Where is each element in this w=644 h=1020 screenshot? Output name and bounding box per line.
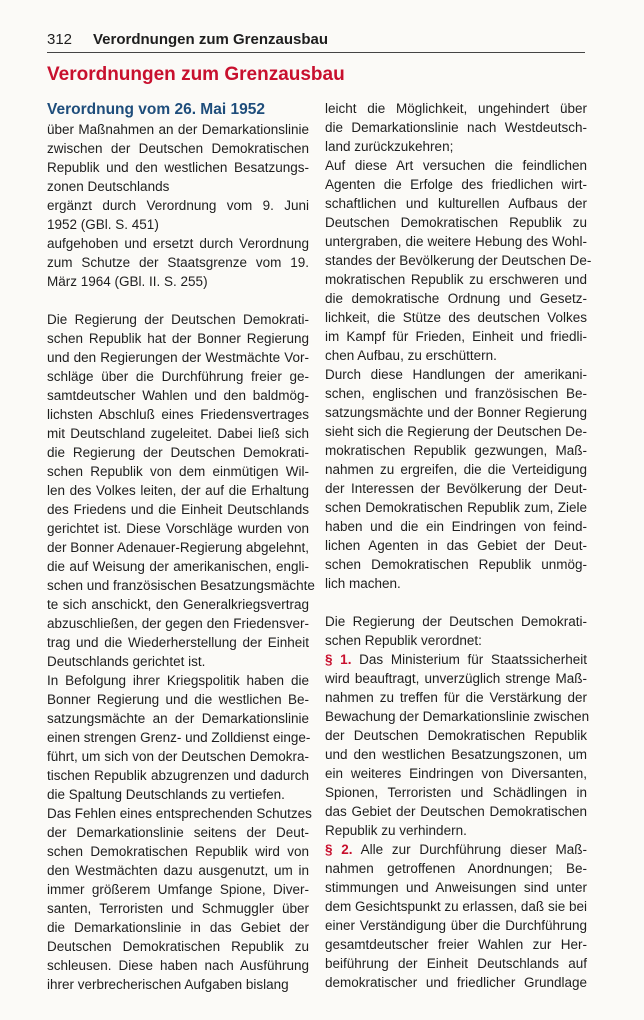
text-line: Agenten die Erfolge des friedlichen wirt- [325,177,587,192]
text-line: Das Fehlen eines entsprechenden Schutzes [47,806,312,821]
text-line: zwischen der Deutschen Demokratischen [47,141,309,156]
decree-heading: Verordnung vom 26. Mai 1952 [47,101,265,118]
paragraph-gap [325,593,587,612]
paragraph-gap [47,291,309,310]
text-line: das Gebiet der Deutschen Demokratischen [325,804,587,819]
text-line: Deutschlands gerichtet ist. [47,654,206,669]
text-line: und den Regierungen der Westmächte Vor- [47,350,309,365]
text-line: Spionen, Terroristen und Schädlingen in [325,785,587,800]
text-line: Republik zu verhindern. [325,823,467,838]
text-line: gerichtet ist. Diese Vorschläge wurden von [47,521,309,536]
text-line: einen strengen Grenz- und Zolldienst einge- [47,730,311,745]
text-line: tischen Republik abzugrenzen und dadurch [47,768,309,783]
text-line: demokratischer und friedlicher Grundlage [325,975,587,990]
text-line: lichkeit, die Stütze des deutschen Volkes [325,310,587,325]
section-2 [325,840,587,992]
text-line: abzuschließen, der gegen den Friedensver- [47,616,309,631]
text-line: schen Republik hat der Bonner Regierung [47,331,309,346]
text-line: die Demarkationslinie in das Gebiet der [47,920,309,935]
text-line: Die Regierung der Deutschen Demokrati- [47,312,309,327]
text-line: schen und französischen Besatzungsmächte [47,578,315,593]
decree-intro [47,120,309,291]
text-line: mit Deutschland zugeleitet. Dabei ließ sich [47,426,309,441]
text-line: Durch diese Handlungen der amerikani- [325,367,587,382]
text-line: der Bonner Adenauer-Regierung abgelehnt, [47,540,309,555]
text-line: den Westmächten dazu ausgenutzt, um in [47,863,309,878]
text-line: schen Demokratischen Republik unmög- [325,557,587,572]
text-line: ihrer verbrecherischen Aufgaben bislang [47,977,289,992]
text-line: gesamtdeutscher freier Wahlen zur Her- [325,937,587,952]
text-line: schen Republik von dem einmütigen Wil- [47,464,309,479]
section-2-mark: § 2. [325,842,353,857]
text-line: schen Republik verordnet: [325,633,482,648]
body-text-left [47,310,315,994]
section-1 [325,650,590,840]
text-line: schläge über die Durchführung freier ge- [47,369,309,384]
text-line: Deutschen Demokratischen Republik zu [325,215,587,230]
text-line: die demokratische Ordnung und Gesetz- [325,291,587,306]
section-2-lead: Alle zur Durchführung dieser Maß- [352,842,587,857]
text-line: len des Volkes leiten, der auf die Erhaltung [47,483,309,498]
text-line: sieht sich die Regierung der Deutschen De- [325,424,587,439]
text-line: Bonner Regierung und die westlichen Be- [47,692,309,707]
text-line: der Demarkationslinie seitens der Deut- [47,825,309,840]
text-line: standes der Bevölkerung der Deutschen De- [325,253,592,268]
text-line: lich machen. [325,576,401,591]
text-line: im Kampf für Frieden, Einheit und friedli- [325,329,587,344]
text-line: die Demarkationslinie nach Westdeutsch- [325,120,587,135]
text-line: trag und die Wiederherstellung der Einheit [47,635,309,650]
text-line: wird beauftragt, unverzüglich strenge Maß- [325,671,587,686]
page-number: 312 [47,31,73,48]
text-line: untergraben, die weitere Hebung des Wohl- [325,234,587,249]
text-line: te sich anschickt, den Generalkriegsvertrag [47,597,309,612]
text-line: Republik und den westlichen Besatzungs- [47,160,309,175]
text-line: der Interessen der Bevölkerung der Deut- [325,481,587,496]
text-line: land zurückzukehren; [325,139,454,154]
text-line: schleusen. Diese haben nach Ausführung [47,958,309,973]
text-line: ein weiteres Eindringen von Diversanten, [325,766,587,781]
text-line: ergänzt durch Verordnung vom 9. Juni [47,198,309,213]
text-line: lichen Agenten in das Gebiet der Deut- [325,538,587,553]
section-1-mark: § 1. [325,652,352,667]
text-line: In Befolgung ihrer Kriegspolitik haben die [47,673,309,688]
text-line: einer Verständigung über die Durchführung [325,918,587,933]
text-line: schen Demokratischen Republik zum, Ziele [325,500,587,515]
text-line: haben und die ein Eindringen von feind- [325,519,587,534]
text-line: zonen Deutschlands [47,179,170,194]
running-header [47,31,585,53]
section-1-text [325,669,590,840]
text-line: mokratischen Republik zu erschweren und [325,272,587,287]
text-line: Bewachung der Demarkationslinie zwischen [325,709,590,724]
text-line: santen, Terroristen und Schmuggler über [47,901,309,916]
text-line: führt, um sich von der Deutschen Demokra- [47,749,309,764]
text-line: Deutschen Demokratischen Republik zu [47,939,309,954]
chapter-title: Verordnungen zum Grenzausbau [47,64,345,85]
text-line: leicht die Möglichkeit, ungehindert über [325,101,587,116]
text-line: März 1964 (GBl. II. S. 255) [47,274,208,289]
left-column [47,99,315,994]
section-2-text [325,859,587,992]
section-1-lead: Das Ministerium für Staatssicherheit [351,652,587,667]
text-line: samtdeutscher Wahlen und den baldmög- [47,388,309,403]
text-line: Auf diese Art versuchen die feindlichen [325,158,587,173]
decree-preamble [325,612,587,650]
text-line: nahmen getroffenen Anordnungen; Be- [325,861,587,876]
text-line: dem Gesichtspunkt zu erlassen, daß sie bei [325,899,587,914]
text-line: beiführung der Einheit Deutschlands auf [325,956,587,971]
text-line: schen, englischen und französischen Be- [325,386,587,401]
text-line: chen Aufbau, zu erschüttern. [325,348,497,363]
body-text-right [325,99,592,593]
text-line: und den westlichen Besatzungszonen, um [325,747,587,762]
text-line: mokratischen Republik gezwungen, Maß- [325,443,587,458]
text-line: über Maßnahmen an der Demarkationslinie [47,122,309,137]
text-line: schaftlichen und kulturellen Aufbaus der [325,196,587,211]
text-line: die Spaltung Deutschlands zu vertiefen. [47,787,285,802]
text-line: die Regierung der Deutschen Demokrati- [47,445,309,460]
text-line: 1952 (GBl. S. 451) [47,217,159,232]
text-line: die auf Weisung der amerikanischen, engli- [47,559,309,574]
text-line: immer größerem Umfange Spione, Diver- [47,882,309,897]
text-line: schen Demokratischen Republik wird von [47,844,309,859]
section-1-first-line [325,650,587,669]
right-column [325,99,592,992]
text-line: aufgehoben und ersetzt durch Verordnung [47,236,309,251]
text-line: des Friedens und die Einheit Deutschlands [47,502,309,517]
text-line: satzungsmächte und der Bonner Regierung [325,405,587,420]
text-line: zum Schutze der Staatsgrenze vom 19. [47,255,309,270]
text-line: der Deutschen Demokratischen Republik [325,728,587,743]
text-line: lichsten Abschluß eines Friedensvertrages [47,407,309,422]
text-line: Die Regierung der Deutschen Demokrati- [325,614,587,629]
text-line: satzungsmächte an der Demarkationslinie [47,711,309,726]
section-2-first-line [325,840,587,859]
text-line: nahmen zu ergreifen, die die Verteidigung [325,462,587,477]
running-title: Verordnungen zum Grenzausbau [93,31,329,48]
text-line: stimmungen und Anweisungen sind unter [325,880,587,895]
text-line: nahmen zu treffen für die Verstärkung der [325,690,587,705]
